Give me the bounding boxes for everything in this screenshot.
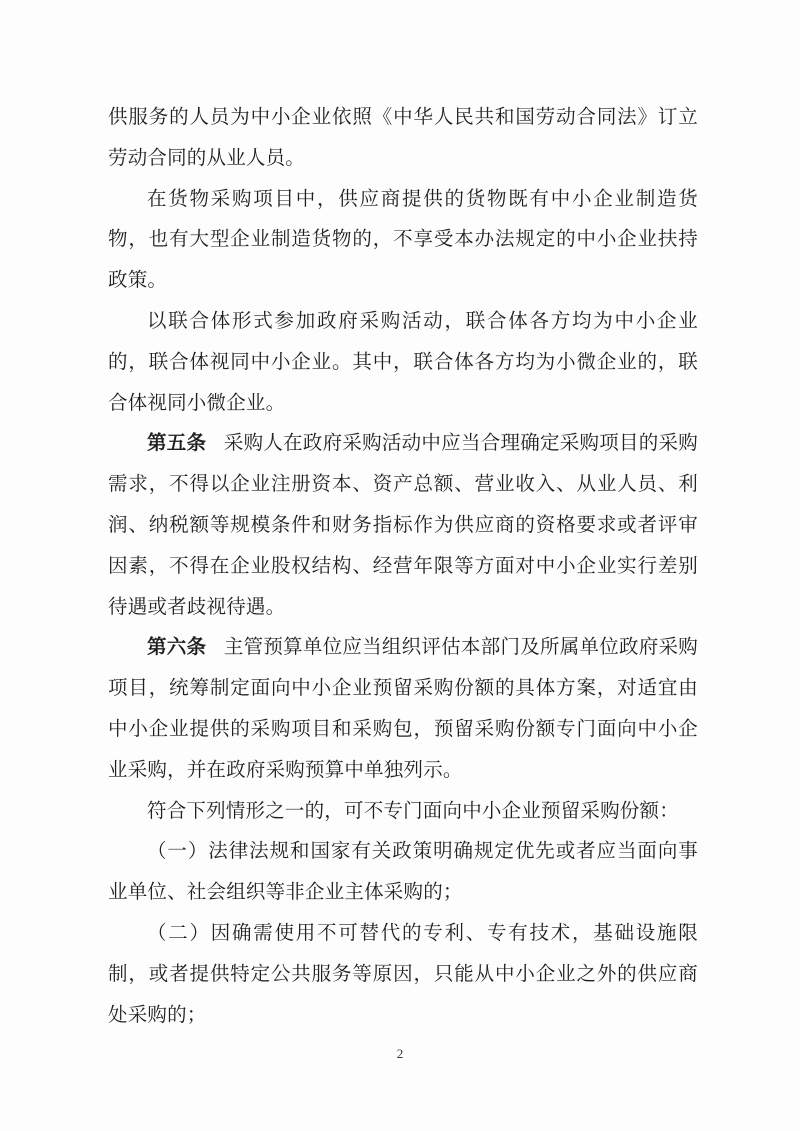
paragraph-goods-procurement: 在货物采购项目中，供应商提供的货物既有中小企业制造货物，也有大型企业制造货物的，不享受本办法规定的中小企业扶持政策。 — [108, 186, 698, 292]
article-5-heading: 第五条 — [147, 431, 207, 455]
document-body — [108, 97, 698, 1035]
paragraph-consortium: 以联合体形式参加政府采购活动，联合体各方均为中小企业的，联合体视同中小企业。其中，联合体各方均为小微企业的，联合体视同小微企业。 — [108, 308, 698, 414]
list-item-1: （一）法律法规和国家有关政策明确规定优先或者应当面向事业单位、社会组织等非企业主体采购的； — [108, 839, 698, 904]
article-5-text: 采购人在政府采购活动中应当合理确定采购项目的采购需求，不得以企业注册资本、资产总额、营业收入、从业人员、利润、纳税额等规模条件和财务指标作为供应商的资格要求或者评审因素，不得在企业股权结构、经营年限等方面对中小企业实行差别待遇或者歧视待遇。 — [108, 431, 698, 618]
list-item-2: （二）因确需使用不可替代的专利、专有技术，基础设施限制，或者提供特定公共服务等原因，只能从中小企业之外的供应商处采购的； — [108, 920, 698, 1026]
paragraph-continuation: 供服务的人员为中小企业依照《中华人民共和国劳动合同法》订立劳动合同的从业人员。 — [108, 105, 698, 169]
article-5 — [108, 423, 698, 627]
article-6-text: 主管预算单位应当组织评估本部门及所属单位政府采购项目，统筹制定面向中小企业预留采购份额的具体方案，对适宜由中小企业提供的采购项目和采购包，预留采购份额专门面向中小企业采购，并在政府采购预算中单独列示。 — [108, 635, 698, 781]
article-6 — [108, 627, 698, 790]
paragraph-exceptions-intro: 符合下列情形之一的，可不专门面向中小企业预留采购份额： — [147, 798, 679, 822]
page-number: 2 — [396, 1046, 404, 1061]
article-6-heading: 第六条 — [147, 635, 207, 659]
